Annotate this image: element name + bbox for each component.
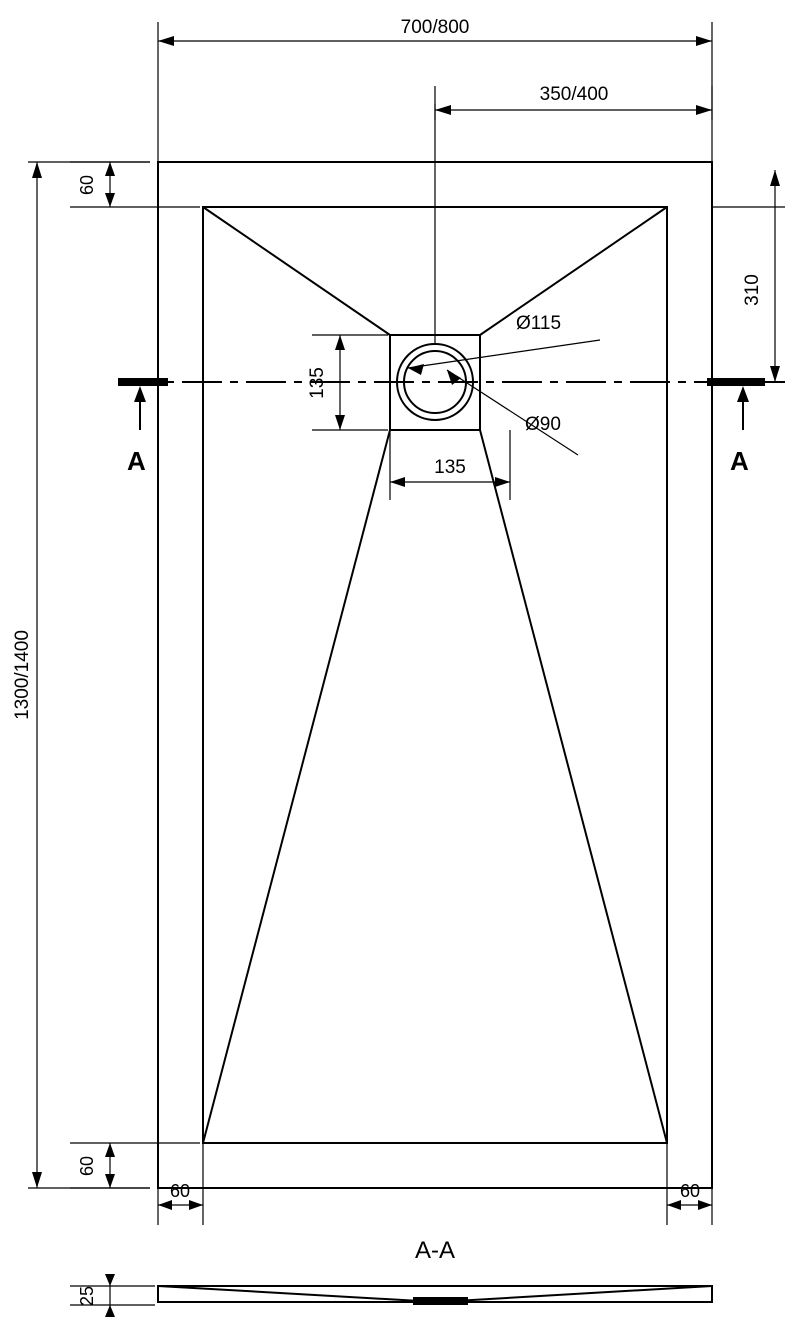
dim-bottom-offset: 60 [77, 1155, 97, 1177]
dim-left-overall: 1300/1400 [12, 630, 33, 720]
arrow-top-overall-left [158, 36, 174, 46]
section-arrow-right-head [737, 386, 749, 402]
arrow-top-center-right [696, 105, 712, 115]
arrow-drain-h-right [495, 477, 510, 487]
arrow-left-overall-top [32, 162, 42, 178]
dim-right-310: 310 [742, 274, 763, 306]
dim-drain-horizontal: 135 [434, 457, 466, 478]
section-label-right: A [730, 446, 749, 476]
section-slope-left [158, 1286, 420, 1301]
arrow-thickness-bottom [105, 1305, 115, 1317]
dim-top-overall: 700/800 [400, 17, 470, 38]
dim-bottom-right-60: 60 [679, 1181, 701, 1201]
section-label-left: A [127, 446, 146, 476]
arrow-drain-v-bottom [335, 415, 345, 430]
arrow-left-overall-bottom [32, 1172, 42, 1188]
slope-line-bottom-left [203, 430, 390, 1143]
arrow-bottom-right-60-r [698, 1200, 712, 1210]
section-view-title: A-A [414, 1237, 456, 1264]
arrow-drain-h-left [390, 477, 405, 487]
arrow-bottom-left-60-r [189, 1200, 203, 1210]
slope-line-bottom-right [480, 430, 667, 1143]
arrow-top-center-left [435, 105, 451, 115]
section-slope-right [455, 1286, 712, 1301]
slope-line-top-right [480, 207, 667, 335]
dim-section-thickness: 25 [77, 1285, 97, 1307]
arrow-top-offset-up [105, 162, 115, 176]
arrow-right-310-top [770, 170, 780, 186]
dim-top-offset: 60 [77, 174, 97, 196]
arrow-top-offset-down [105, 193, 115, 207]
section-arrow-left-head [134, 386, 146, 402]
dim-top-center: 350/400 [539, 84, 609, 105]
dim-outer-diameter: Ø115 [516, 313, 562, 334]
dim-drain-vertical: 135 [307, 367, 328, 399]
arrow-bottom-left-60-l [158, 1200, 172, 1210]
slope-line-top-left [203, 207, 390, 335]
section-drain-block [413, 1297, 468, 1305]
arrow-thickness-top [105, 1274, 115, 1286]
arrow-top-overall-right [696, 36, 712, 46]
basin-outline [203, 207, 667, 1143]
arrow-bottom-offset-down [105, 1174, 115, 1188]
arrow-right-310-bottom [770, 366, 780, 382]
dim-inner-diameter: Ø90 [525, 414, 561, 435]
arrow-drain-v-top [335, 335, 345, 350]
dim-bottom-left-60: 60 [169, 1181, 191, 1201]
arrow-d115 [408, 364, 424, 375]
arrow-bottom-offset-up [105, 1143, 115, 1157]
arrow-bottom-right-60-l [667, 1200, 681, 1210]
